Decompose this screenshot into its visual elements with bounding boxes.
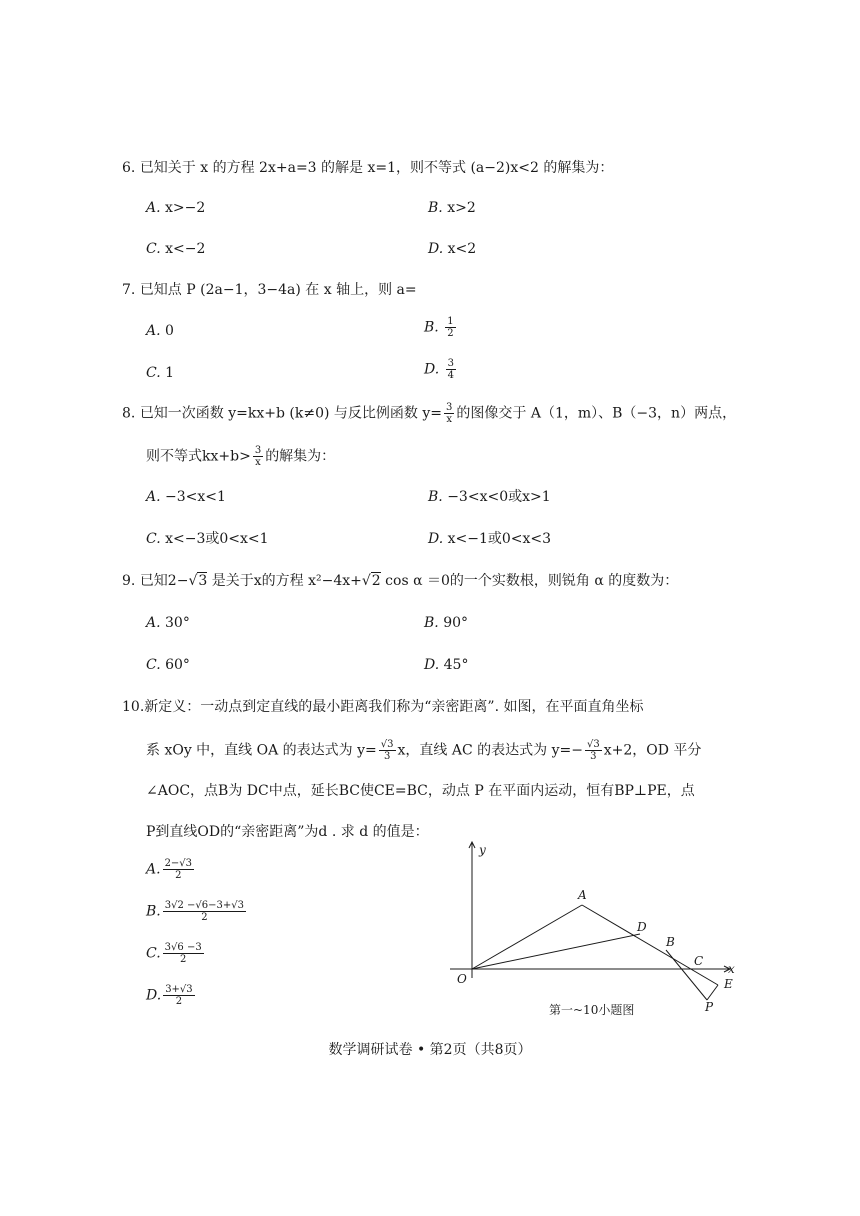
fraction: $\frac{√3}{3}$ bbox=[586, 739, 600, 762]
q8-stem-line1: 8. 已知一次函数 y=kx+b (k≠0) 与反比例函数 y= $\frac{3}{x}$ 的图像交于 A（1，m）、B（−3，n）两点， bbox=[122, 402, 737, 425]
fraction: $\frac{√3}{3}$ bbox=[380, 739, 394, 762]
fraction: $\frac{3√6 -3}{2}$ bbox=[164, 942, 202, 965]
label-p: P bbox=[705, 1000, 714, 1014]
q6-option-b[interactable]: B. x>2 bbox=[428, 200, 476, 216]
q10-option-d[interactable]: D. $\frac{3+√3}{2}$ bbox=[146, 984, 193, 1007]
line-pe bbox=[707, 985, 718, 1000]
q6-stem: 6. 已知关于 x 的方程 2x+a=3 的解是 x=1，则不等式 (a−2)x<2 的解集为： bbox=[122, 160, 614, 176]
q9-stem: 9. 已知2−√3 是关于x的方程 x²−4x+√2 cos α ＝0的一个实数根，则锐角 α 的度数为： bbox=[122, 573, 679, 589]
q8-option-b[interactable]: B. −3<x<0或x>1 bbox=[428, 489, 551, 505]
line-od bbox=[472, 934, 640, 969]
fraction: $\frac{3+√3}{2}$ bbox=[165, 984, 193, 1007]
label-e: E bbox=[724, 977, 733, 991]
line-ae bbox=[582, 905, 718, 985]
fraction: $\frac{2-√3}{2}$ bbox=[164, 858, 193, 881]
label-o: O bbox=[457, 972, 467, 986]
q7-option-d[interactable]: D. $\frac{3}{4}$ bbox=[424, 358, 455, 381]
q10-option-c[interactable]: C. $\frac{3√6 -3}{2}$ bbox=[146, 942, 202, 965]
q6-option-d[interactable]: D. x<2 bbox=[428, 241, 477, 257]
q10-option-a[interactable]: A. $\frac{2-√3}{2}$ bbox=[146, 858, 193, 881]
fraction: $\frac{3}{x}$ bbox=[254, 445, 262, 468]
q7-option-a[interactable]: A. 0 bbox=[146, 323, 174, 339]
q9-option-d[interactable]: D. 45° bbox=[424, 657, 469, 673]
q10-stem-line2: 系 xOy 中，直线 OA 的表达式为 y= $\frac{√3}{3}$ x，直线 AC 的表达式为 y=− $\frac{√3}{3}$ x+2，OD 平分 bbox=[146, 739, 702, 762]
label-d: D bbox=[637, 920, 647, 934]
line-oa bbox=[472, 905, 582, 969]
q7-option-b[interactable]: B. $\frac{1}{2}$ bbox=[424, 316, 454, 339]
q6-option-c[interactable]: C. x<−2 bbox=[146, 241, 206, 257]
q10-figure bbox=[445, 840, 745, 1020]
label-a: A bbox=[578, 888, 587, 902]
fraction: $\frac{3√2 -√6-3+√3}{2}$ bbox=[164, 900, 244, 923]
q8-option-d[interactable]: D. x<−1或0<x<3 bbox=[428, 531, 552, 547]
fraction: $\frac{3}{4}$ bbox=[447, 358, 455, 381]
page-footer: 数学调研试卷 • 第2页（共8页） bbox=[328, 1042, 532, 1058]
square-root: √3 bbox=[188, 573, 208, 589]
q9-option-a[interactable]: A. 30° bbox=[146, 615, 190, 631]
fraction: $\frac{1}{2}$ bbox=[447, 316, 454, 339]
q7-option-c[interactable]: C. 1 bbox=[146, 365, 175, 381]
label-c: C bbox=[694, 954, 704, 968]
square-root: √2 bbox=[361, 573, 381, 589]
label-x: x bbox=[728, 962, 735, 976]
q9-option-c[interactable]: C. 60° bbox=[146, 657, 190, 673]
q10-stem-line1: 10.新定义：一动点到定直线的最小距离我们称为“亲密距离”. 如图，在平面直角坐标 bbox=[122, 699, 644, 715]
figure-caption: 第一~10小题图 bbox=[549, 1003, 635, 1017]
q6-option-a[interactable]: A. x>−2 bbox=[146, 200, 206, 216]
q8-option-c[interactable]: C. x<−3或0<x<1 bbox=[146, 531, 269, 547]
q8-stem-line2: 则不等式kx+b> $\frac{3}{x}$ 的解集为： bbox=[146, 445, 336, 468]
q7-stem: 7. 已知点 P (2a−1，3−4a) 在 x 轴上，则 a= bbox=[122, 282, 417, 298]
q8-option-a[interactable]: A. −3<x<1 bbox=[146, 489, 226, 505]
q10-option-b[interactable]: B. $\frac{3√2 -√6-3+√3}{2}$ bbox=[146, 900, 244, 923]
q10-stem-line4: P到直线OD的“亲密距离”为d . 求 d 的值是： bbox=[146, 824, 429, 840]
label-y: y bbox=[479, 843, 486, 857]
label-b: B bbox=[666, 935, 675, 949]
fraction: $\frac{3}{x}$ bbox=[446, 402, 453, 425]
q9-option-b[interactable]: B. 90° bbox=[424, 615, 469, 631]
q10-stem-line3: ∠AOC，点B为 DC中点，延长BC使CE=BC，动点 P 在平面内运动，恒有BP⊥PE，点 bbox=[146, 783, 695, 799]
